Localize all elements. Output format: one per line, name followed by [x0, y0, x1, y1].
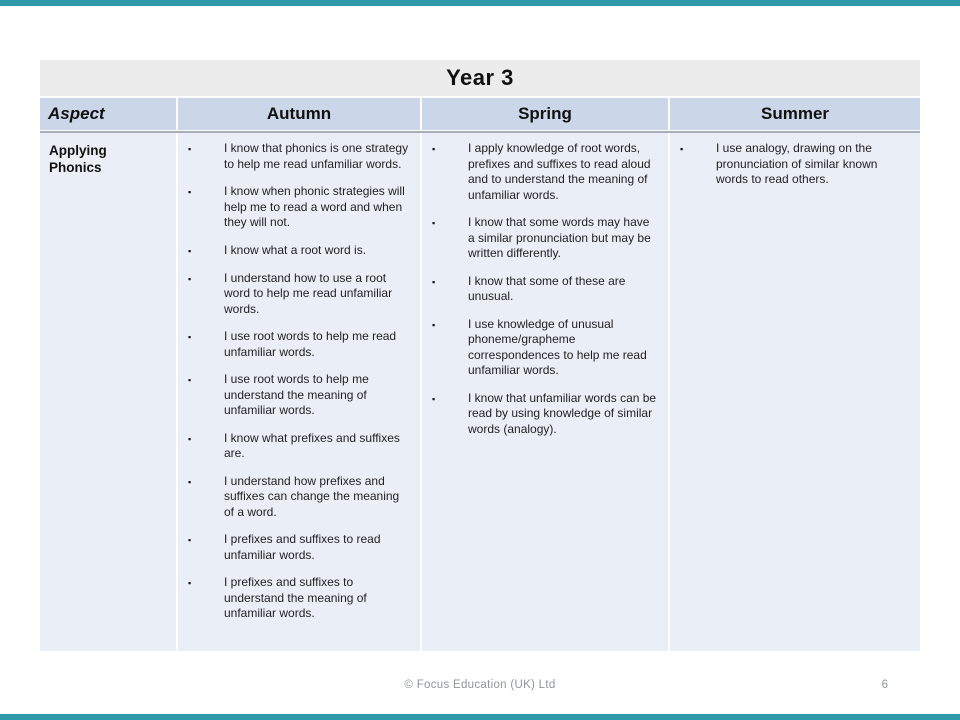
page-title: Year 3 — [446, 65, 514, 90]
bullet-square-icon: ▪ — [188, 578, 192, 588]
bullet-square-icon: ▪ — [432, 276, 436, 287]
bullet-square-icon: ▪ — [188, 535, 192, 545]
footer-copyright: © Focus Education (UK) Ltd — [404, 679, 556, 691]
bullet-square-icon: ▪ — [432, 319, 436, 330]
column-header-aspect: Aspect — [40, 98, 178, 130]
bullet-text: I know that unfamiliar words can be read by using knowledge of similar words (analogy). — [468, 390, 657, 436]
bullet-item — [422, 215, 668, 262]
bullet-text: I know when phonic strategies will help me to read a word and when they will not. — [224, 184, 405, 229]
aspect-cell — [40, 133, 178, 651]
bullet-square-icon: ▪ — [188, 476, 192, 487]
bullet-item — [178, 329, 420, 360]
bullet-square-icon: ▪ — [188, 332, 192, 342]
bullet-item — [178, 575, 420, 622]
bullet-text: I apply knowledge of root words, prefixes and suffixes to read aloud and to understand the meaning of unfamiliar words. — [468, 141, 651, 202]
bullet-text: I know that some words may have a similar pronunciation but may be written differently. — [468, 215, 651, 260]
column-header-autumn: Autumn — [178, 98, 422, 130]
bullet-item — [178, 271, 420, 318]
bottom-accent-bar — [0, 714, 960, 720]
bullet-item — [178, 243, 420, 259]
bullet-text: I use analogy, drawing on the pronunciation of similar known words to read others. — [716, 141, 878, 186]
bullet-text: I understand how prefixes and suffixes can change the meaning of a word. — [224, 473, 400, 519]
bullet-text: I prefixes and suffixes to understand the meaning of unfamiliar words. — [224, 575, 367, 620]
curriculum-table — [40, 60, 920, 651]
bullet-text: I understand how to use a root word to help me read unfamiliar words. — [224, 270, 393, 316]
table-title-band — [40, 60, 920, 96]
bullet-square-icon: ▪ — [432, 393, 436, 404]
bullet-square-icon: ▪ — [188, 245, 192, 256]
autumn-cell — [178, 133, 422, 651]
page-number: 6 — [881, 679, 888, 691]
bullet-text: I use root words to help me understand the meaning of unfamiliar words. — [224, 372, 369, 417]
bullet-square-icon: ▪ — [432, 218, 436, 228]
top-accent-bar — [0, 0, 960, 6]
bullet-square-icon: ▪ — [680, 144, 684, 154]
bullet-square-icon: ▪ — [188, 375, 192, 385]
bullet-item — [670, 141, 920, 188]
table-header-row — [40, 98, 920, 130]
bullet-text: I prefixes and suffixes to read unfamiliar words. — [224, 532, 381, 562]
bullet-text: I know what prefixes and suffixes are. — [224, 430, 400, 460]
spring-cell — [422, 133, 670, 651]
bullet-item — [178, 184, 420, 231]
bullet-square-icon: ▪ — [188, 144, 192, 154]
bullet-item — [178, 372, 420, 419]
bullet-square-icon: ▪ — [188, 187, 192, 197]
bullet-item — [422, 274, 668, 305]
column-header-summer: Summer — [670, 98, 920, 130]
aspect-label: Applying Phonics — [49, 143, 107, 175]
bullet-text: I use knowledge of unusual phoneme/grapheme correspondences to help me read unfamiliar words. — [468, 316, 647, 377]
summer-cell — [670, 133, 920, 651]
bullet-text: I use root words to help me read unfamiliar words. — [224, 329, 397, 359]
bullet-text: I know that phonics is one strategy to help me read unfamiliar words. — [224, 141, 409, 171]
bullet-square-icon: ▪ — [188, 433, 192, 444]
bullet-item — [178, 141, 420, 172]
bullet-item — [178, 532, 420, 563]
bullet-square-icon: ▪ — [188, 273, 192, 284]
column-header-spring: Spring — [422, 98, 670, 130]
bullet-item — [422, 141, 668, 203]
bullet-text: I know what a root word is. — [224, 242, 367, 257]
table-row — [40, 131, 920, 651]
bullet-square-icon: ▪ — [432, 144, 436, 154]
bullet-item — [422, 317, 668, 379]
bullet-item — [178, 431, 420, 462]
bullet-text: I know that some of these are unusual. — [468, 273, 626, 303]
bullet-item — [422, 391, 668, 438]
bullet-item — [178, 474, 420, 521]
